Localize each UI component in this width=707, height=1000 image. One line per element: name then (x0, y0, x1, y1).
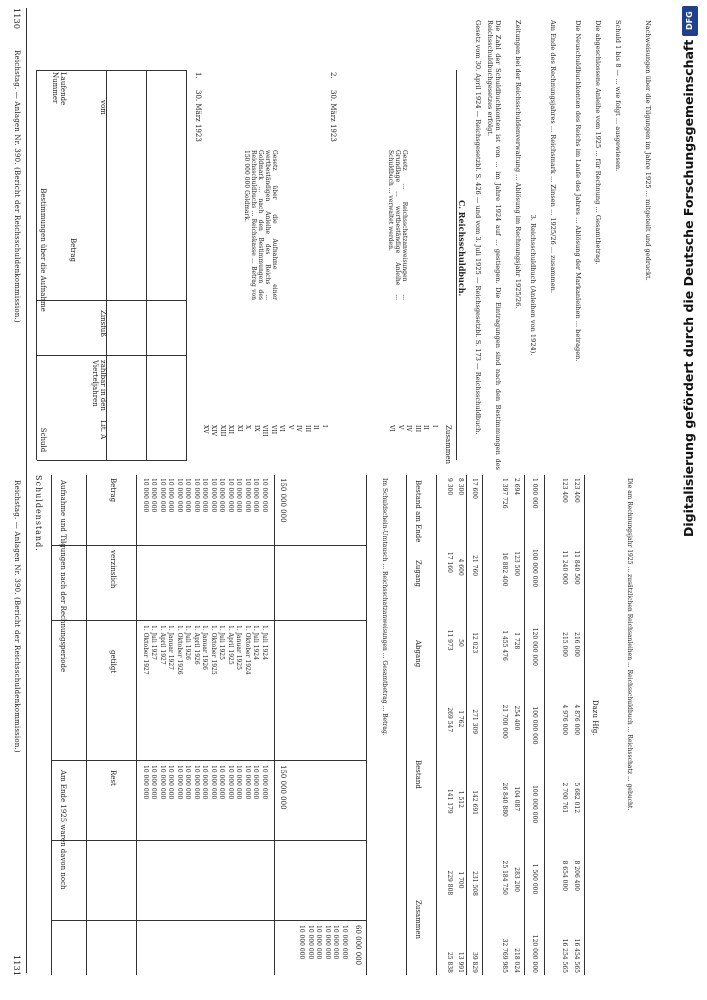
right-col-betrag: Betrag (109, 478, 117, 503)
left-page-number: 1130 (12, 8, 21, 30)
bottom-head-1: Bestand am Ende (414, 480, 422, 543)
section-c-p1: Gesetz vom 30. April 1924 — Reichsgesetzbl. S. 426 — und vom 3. Juli 1925 — Reichsgesetzbl. S. 173 — Reichsschuldbuch. (474, 20, 482, 435)
row-2-number: 2. (329, 72, 337, 79)
bottom-head-3: Abgang (414, 640, 422, 668)
right-table-title: Schuldenstand. (34, 475, 43, 552)
row-1-date: 30. März 1923 (194, 90, 202, 142)
section-c-p4: 3. Reichsschuldbuch (Anleihen von 1924). (529, 214, 537, 356)
right-col-verzinslich: verzinslich (109, 550, 117, 589)
bottom-head-2: Zugang (414, 560, 422, 588)
bottom-row-f: 123 400 11 240 000 215 000 4 976 000 2 700 761 8 654 000 16 254 565 (561, 478, 568, 973)
row-1-series: I II III IV V VI VII VIII IX X XI XII XIII XIV XV (202, 425, 328, 437)
right-second-amounts: 10 000 000 10 000 000 10 000 000 10 000 000 10 000 000 10 000 000 (298, 925, 348, 960)
right-col-getilgt: getilgt (109, 650, 117, 674)
row-1-number: 1. (194, 72, 202, 79)
right-second-sum: 60 000 000 (354, 925, 362, 966)
section-c-p2: Die Zahl der Schuldbuchkonten ist von ... im Jahre 1924 auf ... gestiegen. Die Eintragungen sind nach den Bestimmungen des Reichsschuldbuchgesetzes erfolgt. (485, 20, 502, 470)
section-c-p8: Schuld 1 bis 8 — ... wie folgt ... ausgewiesen. (614, 20, 622, 172)
right-head-b: Am Ende 1925 waren davon noch (59, 770, 67, 890)
row-2-series: I II III IV V VI (388, 425, 438, 433)
dfg-logo-badge: DFG (682, 6, 698, 36)
right-rest-amounts: 10 000 000 10 000 000 10 000 000 10 000 000 10 000 000 10 000 000 10 000 000 10 000 000 10 000 000 10 000 000 10 000 000 10 000 000 10 000 000 10 000 000 10 000 000 (142, 765, 268, 800)
col-head-vom: vom (99, 100, 107, 115)
col-head-betrag: Betrag (69, 237, 77, 263)
bottom-head-4: Bestand (414, 760, 422, 789)
bottom-row-d: 2 694 123 500 1 728 254 400 104 087 283 200 218 024 (513, 478, 520, 973)
left-sum-label: Zusammen (444, 425, 452, 465)
right-page-number: 1131 (12, 955, 21, 977)
row-1-text: Gesetz über die Aufnahme einer wertbeständigen Anleihe des Reichs ... Goldmark ... nach den Bestimmungen des Reichsschuldbuchs ... Reichskasse ... Betrag von 150 000 000 Goldmark. (243, 150, 278, 300)
bottom-row-e: 1 000 000 100 000 000 120 000 000 100 000 000 100 000 000 1 500 000 120 000 000 (531, 478, 538, 973)
section-c-title: C. Reichsschuldbuch. (457, 200, 467, 297)
col-head-title: Bestimmungen über die Aufnahme (39, 188, 47, 312)
bottom-notes-text: Die am Rechnungsjahr 1925 ... zusätzlichen Reichsanleihen ... Reichsschuldbuch ... Reichsschatz ... gebucht. (626, 478, 633, 811)
bottom-head-5: Zusammen (414, 900, 422, 940)
bottom-notes-label: Dazu Hfg. (591, 700, 599, 736)
row-2-date: 30. März 1923 (329, 90, 337, 142)
right-running-head: Reichstag. — Anlagen Nr. 390. (Bericht der Reichsschuldenkommission.) (13, 480, 21, 753)
head-rule (26, 8, 27, 973)
col-head-number: Laufende Nummer (50, 72, 67, 106)
bottom-row-b: 8 300 4 600 50 1 762 1 512 1 700 13 991 (457, 478, 464, 973)
col-head-zinsfuss: Zinsfuß (99, 310, 107, 337)
col-head-vierteljahre: zahlbar in den Vierteljahren (90, 360, 107, 411)
section-c-p9: Nachweisungen über die Tilgungen im Jahre 1925 ... mitgeteilt und gedruckt. (644, 20, 652, 281)
right-head-a: Aufnahme und Tilgungen nach der Rechnungsperiode (59, 480, 67, 673)
section-c-p7: Die abgeschlossene Anleihe vom 1925 ... für Rechnung ... Gesamtbetrag. (594, 20, 602, 265)
row-2-text: Gesetz ... Reichsschatzanweisungen ... Grundlage ... wertbeständige Anleihe ... Schuldbuch ... verwaltet werden. (387, 150, 408, 300)
dfg-watermark-text: Digitalisierung gefördert durch die Deutsche Forschungsgemeinschaft (681, 40, 696, 538)
right-sum-total-rest: 150 000 000 (279, 765, 287, 810)
col-head-lit: Lit. A (99, 420, 107, 440)
section-c-p5: Am Ende des Rechnungsjahres ... Reichsmark ... Zinsen ... 1925/26 ... zusammen. (549, 20, 557, 293)
col-head-schuld: Schuld (39, 427, 47, 453)
bottom-row-sum: 17 600 21 760 12 023 271 309 142 691 231 508 39 829 (471, 478, 478, 973)
section-c-p3: Zeitungen bei der Reichsschuldenverwaltung ... Ablösung im Rechnungsjahr 1925/26. (514, 20, 522, 309)
right-col-rest: Rest (109, 770, 117, 786)
left-running-head: Reichstag. — Anlagen Nr. 390. (Bericht der Reichsschuldenkommission.) (13, 50, 21, 323)
dfg-watermark (677, 0, 703, 1000)
right-sum-total: 150 000 000 (279, 478, 287, 523)
right-footnote: Im Schuldschein-Umtausch ... Reichsschatzanweisungen ... Gesamtbetrag ... Betrag. (381, 478, 388, 736)
bottom-row-g: 123 400 11 840 500 216 000 4 876 000 5 682 012 8 206 400 16 454 565 (573, 478, 580, 973)
bottom-row-c: 1 397 726 16 882 400 1 455 476 21 700 000 26 840 880 25 184 750 32 769 985 (501, 478, 508, 973)
right-dates: 1. Juli 1924 1. Juli 1924 1. Oktober 1924 1. Januar 1925 1. April 1925 1. Juli 1925 1. Oktober 1925 1. Januar 1926 1. April 1926 1. Juli 1926 1. Oktober 1926 1. Januar 1927 1. April 1927 1. Juli 1927 1. Oktober 1927 (142, 625, 268, 675)
section-c-p6: Die Neuschuldbuchkonten des Reichs im Laufe des Jahres ... Ablösung der Markanleihen ... betragen. (574, 20, 582, 362)
right-amounts: 10 000 000 10 000 000 10 000 000 10 000 000 10 000 000 10 000 000 10 000 000 10 000 000 10 000 000 10 000 000 10 000 000 10 000 000 10 000 000 10 000 000 10 000 000 (142, 478, 268, 513)
bottom-row-a: 9 300 17 160 11 973 269 547 141 179 229 808 25 838 (446, 478, 453, 973)
